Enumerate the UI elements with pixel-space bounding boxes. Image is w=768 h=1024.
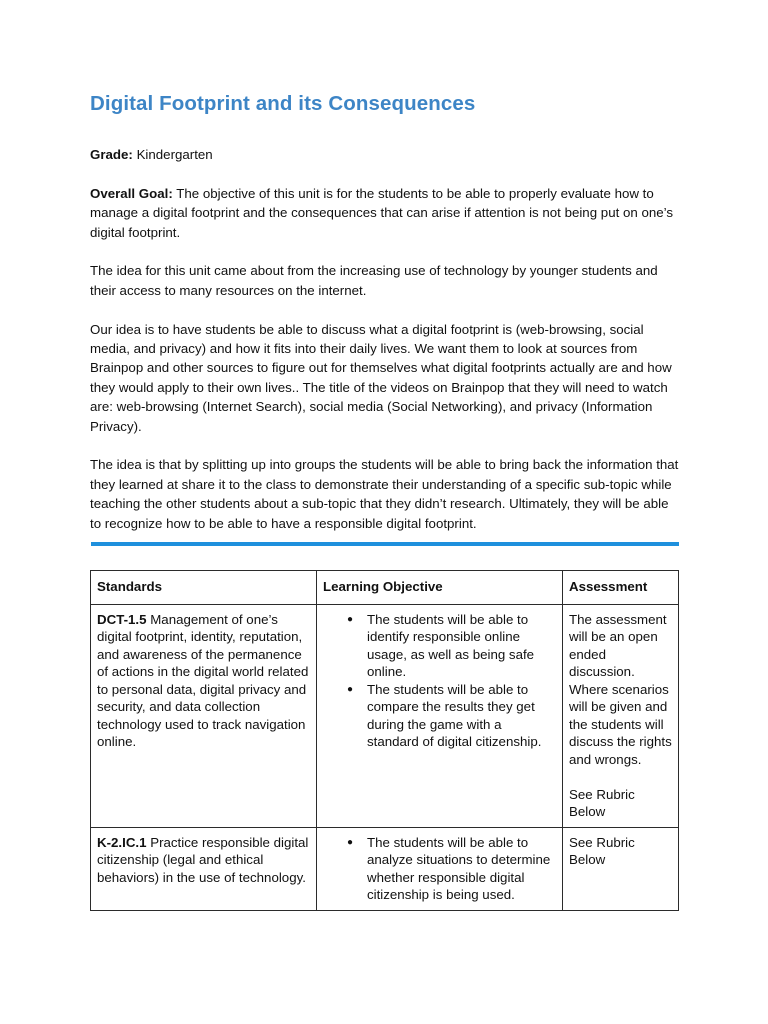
paragraph-origin: The idea for this unit came about from the increasing use of technology by younger students and their access to many resources on the internet. (90, 263, 658, 298)
objective-cell (317, 604, 563, 827)
overall-goal (90, 184, 680, 242)
table-header-row (91, 571, 679, 605)
header-standards: Standards (91, 571, 317, 605)
standard-cell (91, 604, 317, 827)
grade-value: Kindergarten (136, 147, 213, 162)
objective-cell (317, 827, 563, 910)
paragraph-groups: The idea is that by splitting up into groups the students will be able to bring back the information that they learned at share it to the class to demonstrate their understanding of a specific sub-topic while teaching the other students about a sub-topic that they didn’t research. Ultimately, they will be able to recognize how to be able to have a responsible digital footprint. (90, 457, 679, 531)
table-row (91, 827, 679, 910)
standards-table (90, 570, 679, 911)
header-assessment: Assessment (563, 571, 679, 605)
page-title: Digital Footprint and its Consequences (90, 92, 476, 115)
table-row (91, 604, 679, 827)
document-body (90, 92, 680, 533)
objective-list (323, 834, 556, 904)
list-item: ● The students will be able to compare the results they get during the game with a standard of digital citizenship. (323, 681, 556, 751)
grade-label: Grade: (90, 147, 133, 162)
header-learning-objective: Learning Objective (317, 571, 563, 605)
list-item: ● The students will be able to analyze situations to determine whether responsible digital citizenship is being used. (323, 834, 556, 904)
standard-code: K-2.IC.1 (97, 834, 147, 850)
standard-code: DCT-1.5 (97, 611, 147, 627)
objective-list (323, 611, 556, 751)
standard-text: Practice responsible digital citizenship (legal and ethical behaviors) in the use of technology. (97, 834, 309, 885)
standard-cell (91, 827, 317, 910)
overall-goal-text: The objective of this unit is for the students to be able to properly evaluate how to manage a digital footprint and the consequences that can arise if attention is not being put on one’s digital footprint. (90, 185, 674, 240)
section-divider (91, 542, 679, 546)
list-item: ● The students will be able to identify responsible online usage, as well as being safe online. (323, 611, 556, 681)
overall-goal-label: Overall Goal: (90, 185, 173, 201)
assessment-cell: See Rubric Below (563, 827, 679, 910)
grade-line (90, 145, 680, 164)
paragraph-idea: Our idea is to have students be able to discuss what a digital footprint is (web-browsing, social media, and privacy) and how it fits into their daily lives. We want them to look at sources from Brainpop and other sources to figure out for themselves what digital footprints actually are and how they would apply to their own lives.. The title of the videos on Brainpop that they will need to watch are: web-browsing (Internet Search), social media (Social Networking), and privacy (Information Privacy). (90, 321, 672, 434)
assessment-cell (563, 604, 679, 827)
assessment-note: See Rubric Below (569, 786, 635, 819)
assessment-text: The assessment will be an open ended discussion. Where scenarios will be given and the students will discuss the rights and wrongs. (569, 611, 672, 767)
standard-text: Management of one’s digital footprint, identity, reputation, and awareness of the permanence of actions in the digital world related to personal data, digital privacy and security, and data collection technology used to track navigation online. (97, 611, 309, 749)
